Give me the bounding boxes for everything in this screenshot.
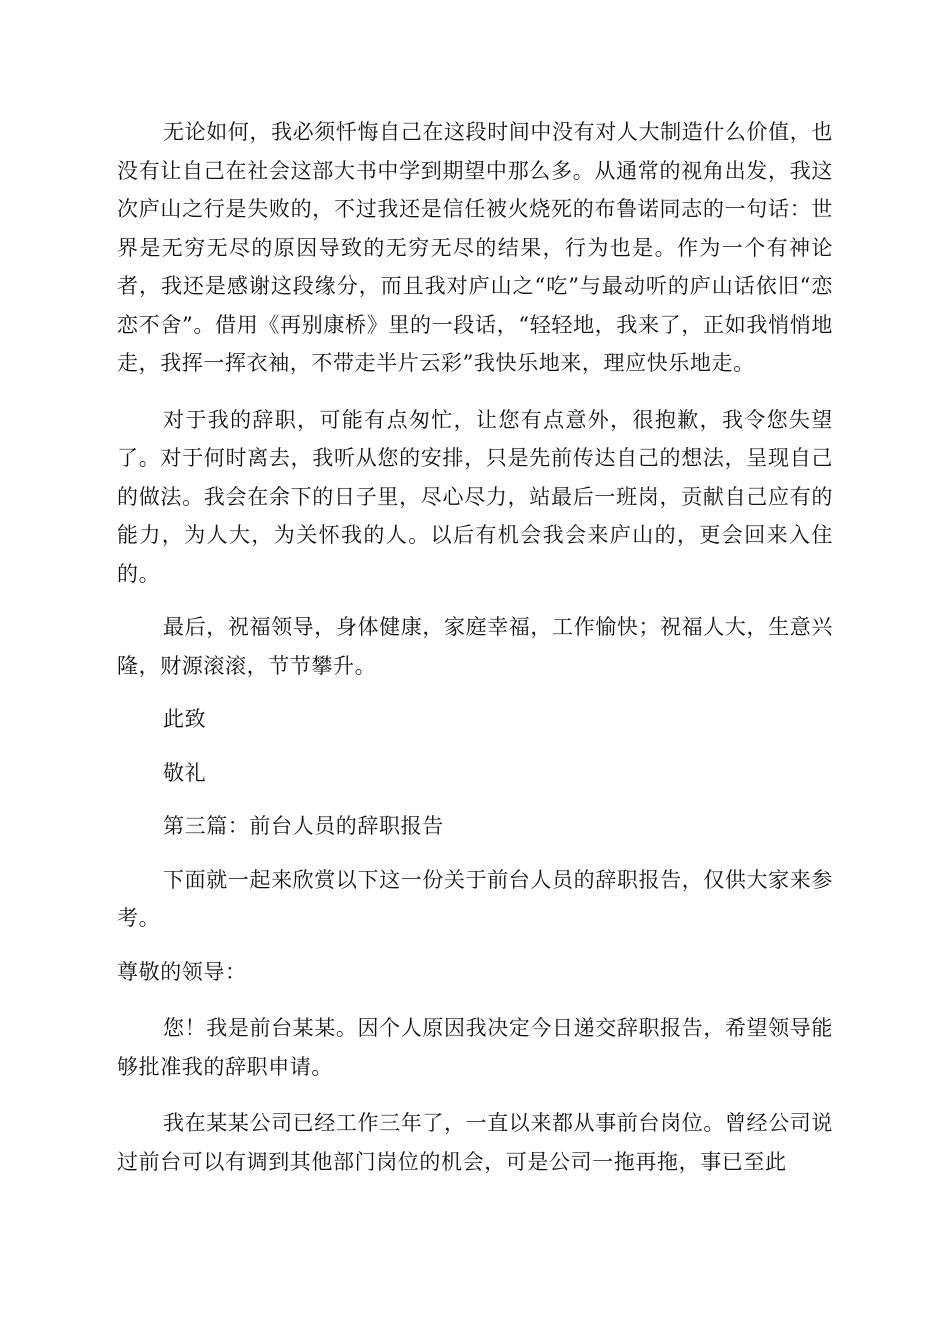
paragraph-blessing: 最后，祝福领导，身体健康，家庭幸福，工作愉快；祝福人大，生意兴隆，财源滚滚，节节攀升。: [117, 615, 833, 678]
paragraph-reflection: 无论如何，我必须忏悔自己在这段时间中没有对人大制造什么价值，也没有让自己在社会这部大书中学到期望中那么多。从通常的视角出发，我这次庐山之行是失败的，不过我还是信任被火烧死的布鲁诺同志的一句话：世界是无穷无尽的原因导致的无穷无尽的结果，行为也是。作为一个有神论者，我还是感谢这段缘分，而且我对庐山之“吃”与最动听的庐山话依旧“恋恋不舍”。借用《再别康桥》里的一段话，“轻轻地，我来了，正如我悄悄地走，我挥一挥衣袖，不带走半片云彩”我快乐地来，理应快乐地走。: [117, 120, 833, 375]
closing-salutation-2: 敬礼: [163, 760, 207, 785]
closing-salutation-1: 此致: [163, 707, 207, 731]
paragraph-background: 我在某某公司已经工作三年了，一直以来都从事前台岗位。曾经公司说过前台可以有调到其他部门岗位的机会，可是公司一拖再拖，事已至此: [117, 1111, 833, 1174]
document-page: [117, 113, 833, 1181]
section-heading: 第三篇：前台人员的辞职报告: [163, 814, 444, 838]
paragraph-apology: 对于我的辞职，可能有点匆忙，让您有点意外，很抱歉，我令您失望了。对于何时离去，我听从您的安排，只是先前传达自己的想法，呈现自己的做法。我会在余下的日子里，尽心尽力，站最后一班岗，贡献自己应有的能力，为人大，为关怀我的人。以后有机会我会来庐山的，更会回来入住的。: [117, 407, 833, 586]
letter-greeting: 尊敬的领导：: [117, 959, 247, 984]
paragraph-request: 您！我是前台某某。因个人原因我决定今日递交辞职报告，希望领导能够批准我的辞职申请。: [117, 1016, 833, 1079]
paragraph-intro: 下面就一起来欣赏以下这一份关于前台人员的辞职报告，仅供大家来参考。: [117, 867, 833, 930]
